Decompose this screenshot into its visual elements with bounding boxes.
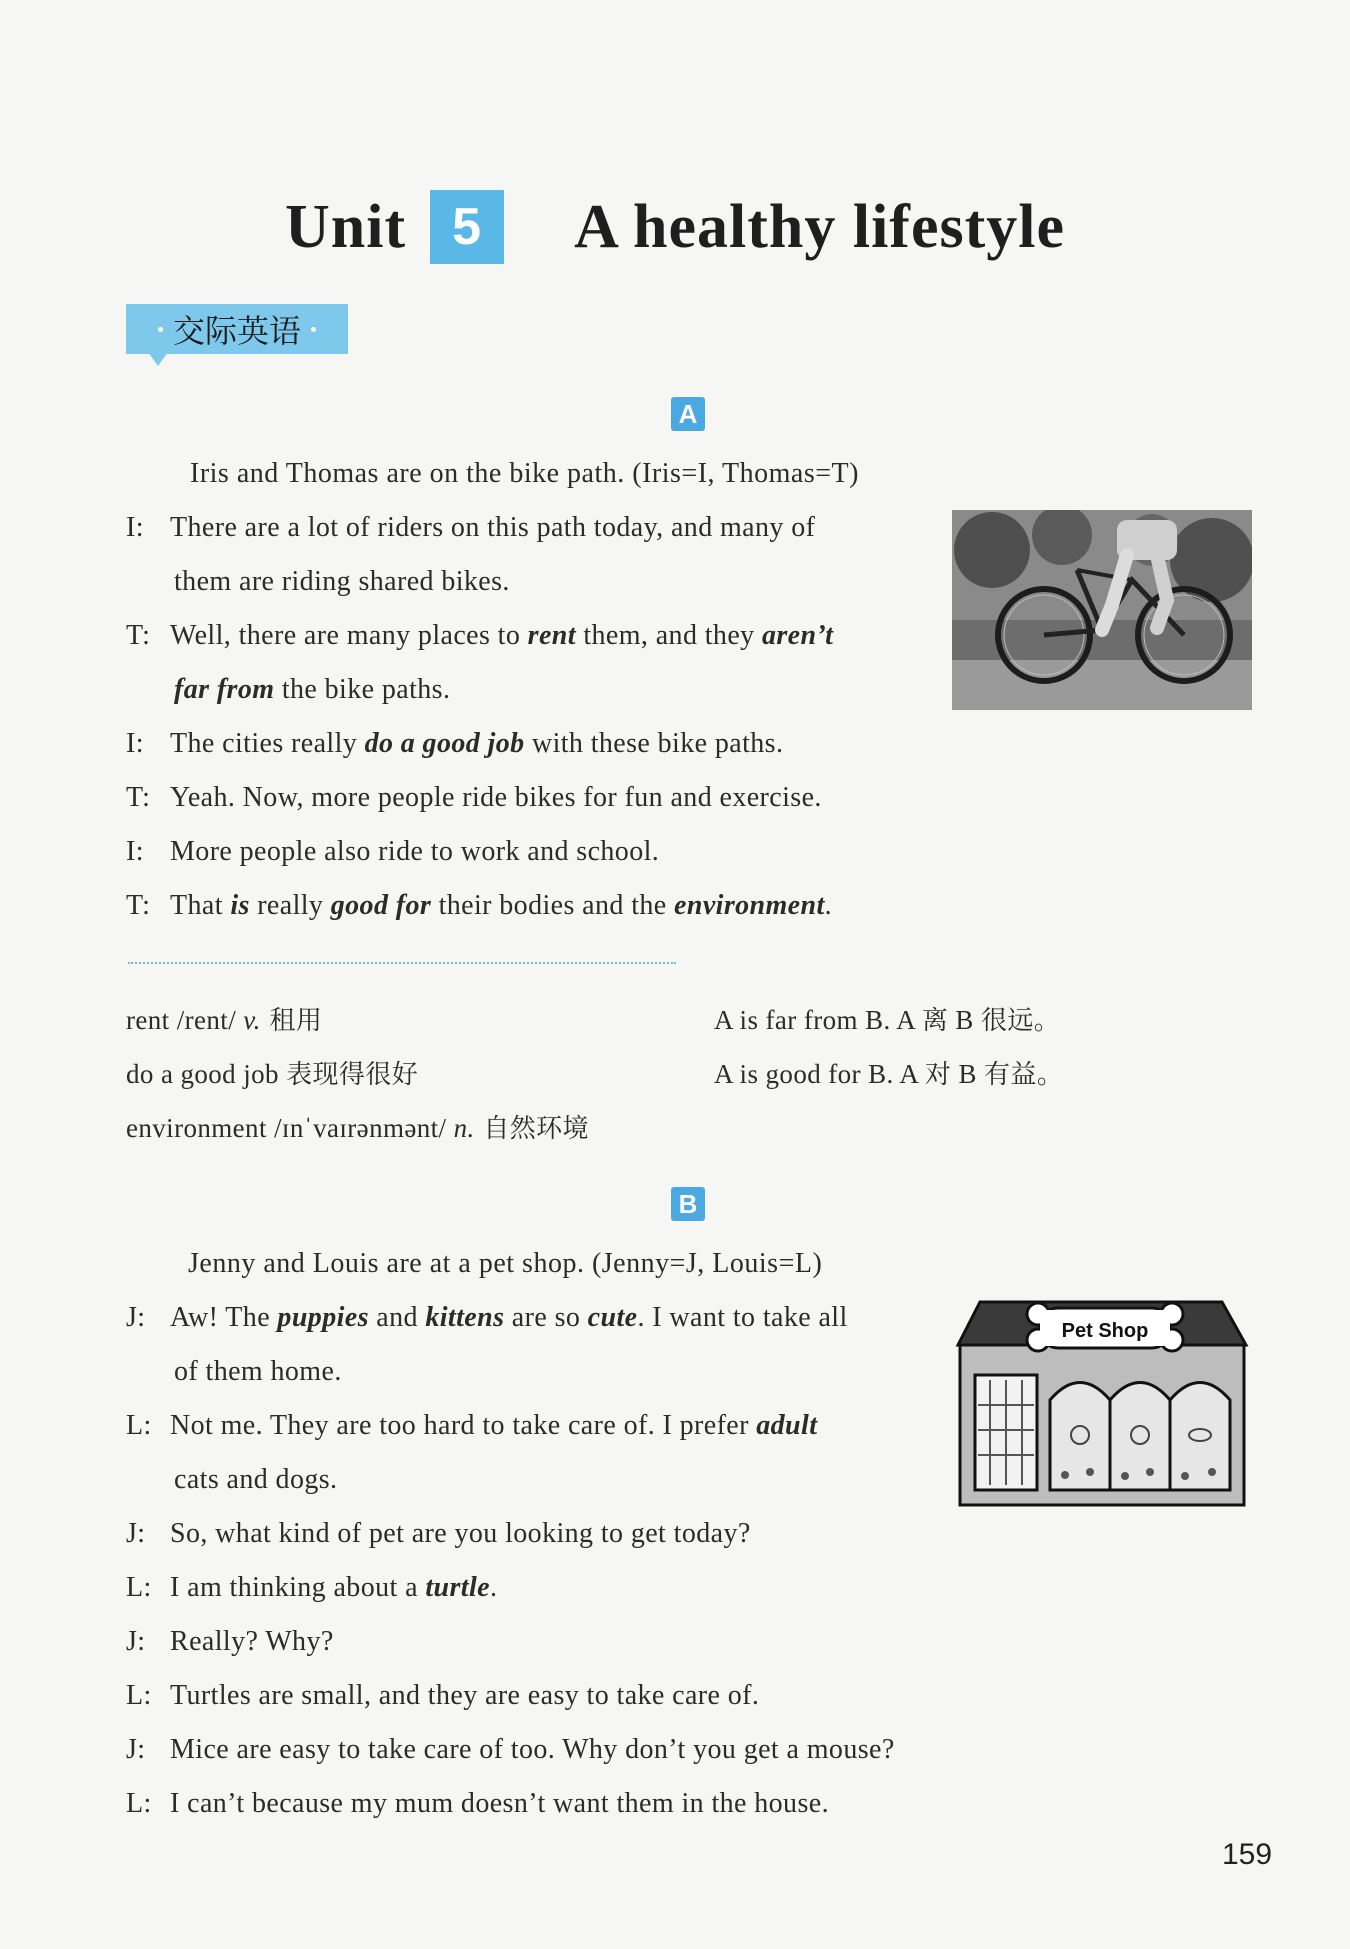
keyword: environment [674,890,825,921]
dialogue-line: T: Yeah. Now, more people ride bikes for fun and exercise. [126,782,822,813]
part-b-badge: B [671,1187,705,1221]
keyword: good for [330,890,432,921]
dialogue-line: T: That is really good for their bodies and the environment. [126,890,833,921]
banner-dot-left [158,327,163,332]
dialogue-line-continued: cats and dogs. [174,1464,338,1495]
unit-title [0,190,1350,264]
keyword: far from [174,674,275,705]
unit-number-badge: 5 [430,190,504,264]
page-number: 159 [1222,1838,1273,1871]
banner-dot-right [311,327,316,332]
keyword: turtle [425,1572,490,1603]
dialogue-line: L: I am thinking about a turtle. [126,1572,498,1603]
banner-tail [148,352,168,366]
pet-shop-sign: Pet Shop [1061,1320,1149,1342]
speaker-label: T: [126,782,151,813]
bike-rider-photo [952,510,1252,710]
speaker-label: T: [126,890,151,921]
vocab-item: rent /rent/ v. 租用 [126,1005,323,1036]
vocab-item: do a good job 表现得很好 [126,1059,419,1090]
dialogue-line: I: The cities really do a good job with these bike paths. [126,728,784,759]
speaker-label: T: [126,620,151,651]
keyword: aren’t [761,620,834,651]
speaker-label: I: [126,728,144,759]
dialogue-line-continued: them are riding shared bikes. [174,566,510,597]
dialogue-line: L: Turtles are small, and they are easy to take care of. [126,1680,760,1711]
keyword: puppies [277,1302,369,1333]
keyword: do a good job [364,728,525,759]
keyword: kittens [425,1302,505,1333]
dialogue-line-continued: far from the bike paths. [174,674,451,705]
keyword: adult [756,1410,818,1441]
dialogue-line: J: Aw! The puppies and kittens are so cute. I want to take all [126,1302,848,1333]
phrase-item: A is far from B. A 离 B 很远。 [714,1005,1061,1036]
speaker-label: J: [126,1734,146,1765]
speaker-label: I: [126,836,144,867]
keyword: cute [587,1302,638,1333]
dialogue-line: I: There are a lot of riders on this path today, and many of [126,512,816,543]
speaker-label: J: [126,1626,146,1657]
pet-shop-illustration [950,1300,1252,1510]
speaker-label: L: [126,1680,152,1711]
dialogue-line: J: Really? Why? [126,1626,334,1657]
speaker-label: I: [126,512,144,543]
speaker-label: L: [126,1788,152,1819]
speaker-label: J: [126,1518,146,1549]
keyword: rent [527,620,576,651]
speaker-label: L: [126,1410,152,1441]
dialogue-line: J: So, what kind of pet are you looking to get today? [126,1518,751,1549]
dialogue-line: I: More people also ride to work and school. [126,836,660,867]
dialogue-line: J: Mice are easy to take care of too. Why don’t you get a mouse? [126,1734,895,1765]
dialogue-line: L: Not me. They are too hard to take care of. I prefer adult [126,1410,818,1441]
vocab-item: environment /ɪnˈvaɪrənmənt/ n. 自然环境 [126,1113,589,1144]
speaker-label: J: [126,1302,146,1333]
section-divider [128,962,676,964]
section-label: 交际英语 [172,312,301,350]
part-a-badge: A [671,397,705,431]
dialogue-line: L: I can’t because my mum doesn’t want them in the house. [126,1788,829,1819]
dialogue-line-continued: of them home. [174,1356,342,1387]
dialogue-line: T: Well, there are many places to rent them, and they aren’t [126,620,834,651]
unit-topic: A healthy lifestyle [574,192,1065,261]
part-b-intro: Jenny and Louis are at a pet shop. (Jenny=J, Louis=L) [188,1248,823,1279]
unit-word: Unit [285,192,407,261]
section-banner [126,304,348,354]
keyword: is [230,890,250,921]
phrase-item: A is good for B. A 对 B 有益。 [714,1059,1064,1090]
speaker-label: L: [126,1572,152,1603]
part-a-intro: Iris and Thomas are on the bike path. (Iris=I, Thomas=T) [190,458,859,489]
